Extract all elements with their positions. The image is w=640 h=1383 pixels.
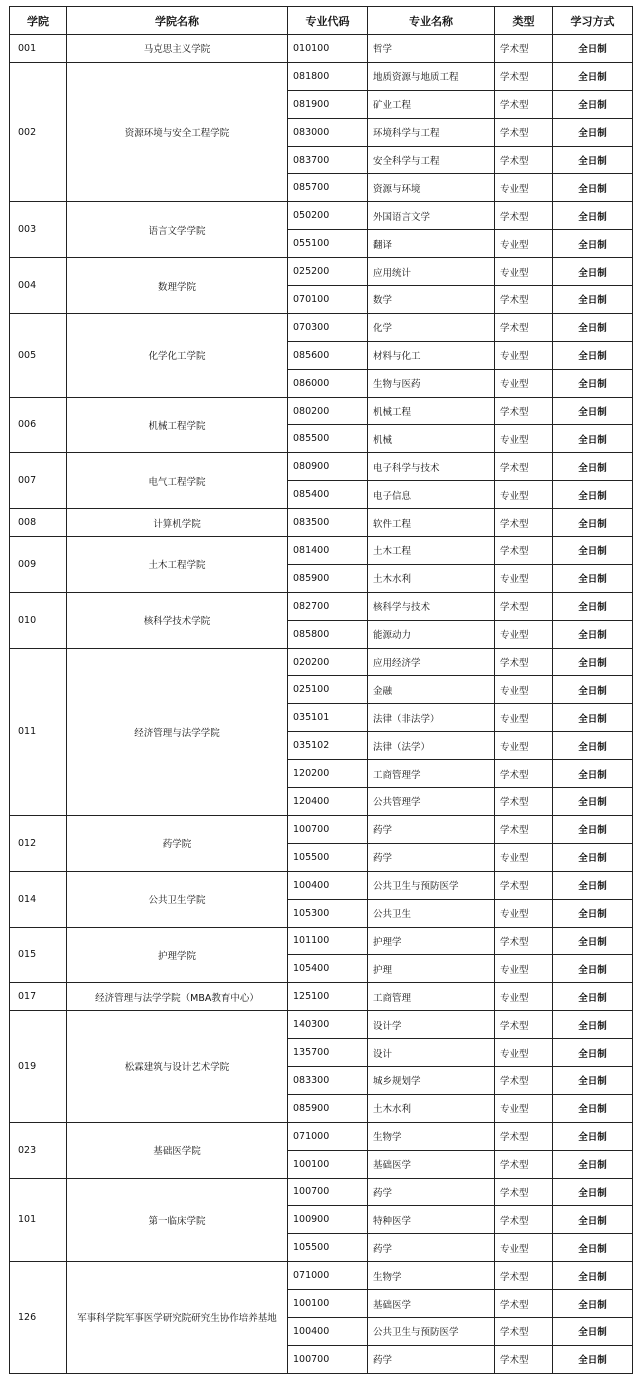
study-mode-cell: 全日制 xyxy=(553,620,633,648)
major-name-cell: 药学 xyxy=(368,815,495,843)
major-code-cell: 083300 xyxy=(288,1066,368,1094)
college-name-cell: 公共卫生学院 xyxy=(67,871,288,927)
major-name-cell: 机械工程 xyxy=(368,397,495,425)
college-name-cell: 药学院 xyxy=(67,815,288,871)
college-name-cell: 土木工程学院 xyxy=(67,537,288,593)
study-mode-cell: 全日制 xyxy=(553,1345,633,1373)
major-type-cell: 学术型 xyxy=(495,788,553,816)
study-mode-cell: 全日制 xyxy=(553,286,633,314)
major-code-cell: 085800 xyxy=(288,620,368,648)
college-name-cell: 语言文学学院 xyxy=(67,202,288,258)
study-mode-cell: 全日制 xyxy=(553,174,633,202)
study-mode-cell: 全日制 xyxy=(553,1122,633,1150)
major-code-cell: 070300 xyxy=(288,313,368,341)
major-name-cell: 机械 xyxy=(368,425,495,453)
college-name-cell: 电气工程学院 xyxy=(67,453,288,509)
college-name-cell: 经济管理与法学学院 xyxy=(67,648,288,815)
major-name-cell: 应用经济学 xyxy=(368,648,495,676)
major-code-cell: 071000 xyxy=(288,1262,368,1290)
major-code-cell: 080900 xyxy=(288,453,368,481)
college-code-cell: 002 xyxy=(10,62,67,201)
table-row xyxy=(10,537,633,565)
major-type-cell: 学术型 xyxy=(495,1262,553,1290)
college-code-cell: 005 xyxy=(10,313,67,397)
header-study-mode: 学习方式 xyxy=(553,7,633,35)
major-code-cell: 055100 xyxy=(288,230,368,258)
table-row xyxy=(10,62,633,90)
major-name-cell: 公共卫生 xyxy=(368,899,495,927)
study-mode-cell: 全日制 xyxy=(553,1150,633,1178)
major-name-cell: 设计学 xyxy=(368,1011,495,1039)
table-row xyxy=(10,453,633,481)
major-code-cell: 083700 xyxy=(288,146,368,174)
college-name-cell: 机械工程学院 xyxy=(67,397,288,453)
study-mode-cell: 全日制 xyxy=(553,1178,633,1206)
college-name-cell: 基础医学院 xyxy=(67,1122,288,1178)
college-name-cell: 马克思主义学院 xyxy=(67,35,288,63)
major-type-cell: 专业型 xyxy=(495,369,553,397)
major-code-cell: 081400 xyxy=(288,537,368,565)
study-mode-cell: 全日制 xyxy=(553,118,633,146)
major-name-cell: 土木水利 xyxy=(368,564,495,592)
major-name-cell: 公共管理学 xyxy=(368,788,495,816)
college-code-cell: 007 xyxy=(10,453,67,509)
major-code-cell: 100400 xyxy=(288,1317,368,1345)
college-name-cell: 计算机学院 xyxy=(67,509,288,537)
major-code-cell: 105300 xyxy=(288,899,368,927)
study-mode-cell: 全日制 xyxy=(553,648,633,676)
major-code-cell: 101100 xyxy=(288,927,368,955)
table-row xyxy=(10,1011,633,1039)
study-mode-cell: 全日制 xyxy=(553,1066,633,1094)
study-mode-cell: 全日制 xyxy=(553,1206,633,1234)
table-row xyxy=(10,397,633,425)
study-mode-cell: 全日制 xyxy=(553,899,633,927)
college-code-cell: 014 xyxy=(10,871,67,927)
major-code-cell: 071000 xyxy=(288,1122,368,1150)
study-mode-cell: 全日制 xyxy=(553,676,633,704)
major-name-cell: 生物学 xyxy=(368,1262,495,1290)
study-mode-cell: 全日制 xyxy=(553,1234,633,1262)
major-type-cell: 专业型 xyxy=(495,258,553,286)
study-mode-cell: 全日制 xyxy=(553,760,633,788)
header-major-code: 专业代码 xyxy=(288,7,368,35)
major-type-cell: 学术型 xyxy=(495,1345,553,1373)
study-mode-cell: 全日制 xyxy=(553,146,633,174)
major-code-cell: 085500 xyxy=(288,425,368,453)
major-type-cell: 学术型 xyxy=(495,286,553,314)
major-code-cell: 025200 xyxy=(288,258,368,286)
major-type-cell: 专业型 xyxy=(495,481,553,509)
major-name-cell: 资源与环境 xyxy=(368,174,495,202)
major-type-cell: 学术型 xyxy=(495,1206,553,1234)
study-mode-cell: 全日制 xyxy=(553,592,633,620)
major-type-cell: 学术型 xyxy=(495,453,553,481)
major-code-cell: 100700 xyxy=(288,815,368,843)
major-code-cell: 085700 xyxy=(288,174,368,202)
study-mode-cell: 全日制 xyxy=(553,509,633,537)
table-row xyxy=(10,927,633,955)
study-mode-cell: 全日制 xyxy=(553,313,633,341)
major-type-cell: 专业型 xyxy=(495,704,553,732)
major-name-cell: 地质资源与地质工程 xyxy=(368,62,495,90)
major-code-cell: 085900 xyxy=(288,564,368,592)
major-name-cell: 材料与化工 xyxy=(368,341,495,369)
study-mode-cell: 全日制 xyxy=(553,1290,633,1318)
major-code-cell: 085400 xyxy=(288,481,368,509)
study-mode-cell: 全日制 xyxy=(553,481,633,509)
college-name-cell: 数理学院 xyxy=(67,258,288,314)
study-mode-cell: 全日制 xyxy=(553,202,633,230)
table-row xyxy=(10,648,633,676)
study-mode-cell: 全日制 xyxy=(553,704,633,732)
major-type-cell: 学术型 xyxy=(495,509,553,537)
major-name-cell: 软件工程 xyxy=(368,509,495,537)
study-mode-cell: 全日制 xyxy=(553,1011,633,1039)
major-type-cell: 学术型 xyxy=(495,1122,553,1150)
major-name-cell: 数学 xyxy=(368,286,495,314)
major-code-cell: 025100 xyxy=(288,676,368,704)
major-type-cell: 学术型 xyxy=(495,760,553,788)
college-code-cell: 126 xyxy=(10,1262,67,1374)
major-code-cell: 070100 xyxy=(288,286,368,314)
major-code-cell: 105400 xyxy=(288,955,368,983)
major-code-cell: 083500 xyxy=(288,509,368,537)
study-mode-cell: 全日制 xyxy=(553,258,633,286)
major-type-cell: 学术型 xyxy=(495,118,553,146)
major-type-cell: 学术型 xyxy=(495,648,553,676)
study-mode-cell: 全日制 xyxy=(553,35,633,63)
major-type-cell: 学术型 xyxy=(495,1178,553,1206)
major-type-cell: 专业型 xyxy=(495,230,553,258)
major-code-cell: 082700 xyxy=(288,592,368,620)
study-mode-cell: 全日制 xyxy=(553,1039,633,1067)
major-name-cell: 核科学与技术 xyxy=(368,592,495,620)
major-name-cell: 能源动力 xyxy=(368,620,495,648)
college-name-cell: 资源环境与安全工程学院 xyxy=(67,62,288,201)
study-mode-cell: 全日制 xyxy=(553,230,633,258)
college-code-cell: 008 xyxy=(10,509,67,537)
major-type-cell: 学术型 xyxy=(495,62,553,90)
table-row xyxy=(10,815,633,843)
college-name-cell: 松霖建筑与设计艺术学院 xyxy=(67,1011,288,1123)
major-name-cell: 生物与医药 xyxy=(368,369,495,397)
college-name-cell: 第一临床学院 xyxy=(67,1178,288,1262)
major-name-cell: 法律（法学） xyxy=(368,732,495,760)
major-code-cell: 085900 xyxy=(288,1094,368,1122)
table-row xyxy=(10,509,633,537)
major-code-cell: 100700 xyxy=(288,1178,368,1206)
major-type-cell: 学术型 xyxy=(495,35,553,63)
college-name-cell: 经济管理与法学学院（MBA教育中心） xyxy=(67,983,288,1011)
major-type-cell: 专业型 xyxy=(495,843,553,871)
major-name-cell: 土木水利 xyxy=(368,1094,495,1122)
college-code-cell: 001 xyxy=(10,35,67,63)
table-row xyxy=(10,313,633,341)
major-type-cell: 学术型 xyxy=(495,871,553,899)
study-mode-cell: 全日制 xyxy=(553,927,633,955)
major-type-cell: 学术型 xyxy=(495,313,553,341)
study-mode-cell: 全日制 xyxy=(553,341,633,369)
major-name-cell: 电子科学与技术 xyxy=(368,453,495,481)
college-name-cell: 护理学院 xyxy=(67,927,288,983)
table-row xyxy=(10,35,633,63)
major-name-cell: 哲学 xyxy=(368,35,495,63)
table-row xyxy=(10,592,633,620)
major-code-cell: 135700 xyxy=(288,1039,368,1067)
college-code-cell: 010 xyxy=(10,592,67,648)
header-type: 类型 xyxy=(495,7,553,35)
study-mode-cell: 全日制 xyxy=(553,369,633,397)
table-row xyxy=(10,1262,633,1290)
study-mode-cell: 全日制 xyxy=(553,564,633,592)
study-mode-cell: 全日制 xyxy=(553,815,633,843)
major-type-cell: 学术型 xyxy=(495,1066,553,1094)
major-code-cell: 086000 xyxy=(288,369,368,397)
major-type-cell: 学术型 xyxy=(495,397,553,425)
major-code-cell: 035102 xyxy=(288,732,368,760)
header-major-name: 专业名称 xyxy=(368,7,495,35)
major-name-cell: 法律（非法学） xyxy=(368,704,495,732)
study-mode-cell: 全日制 xyxy=(553,425,633,453)
table-row xyxy=(10,1122,633,1150)
major-name-cell: 药学 xyxy=(368,1345,495,1373)
college-code-cell: 011 xyxy=(10,648,67,815)
study-mode-cell: 全日制 xyxy=(553,90,633,118)
major-code-cell: 050200 xyxy=(288,202,368,230)
major-name-cell: 电子信息 xyxy=(368,481,495,509)
major-type-cell: 专业型 xyxy=(495,425,553,453)
college-code-cell: 009 xyxy=(10,537,67,593)
major-code-cell: 083000 xyxy=(288,118,368,146)
college-code-cell: 006 xyxy=(10,397,67,453)
college-code-cell: 019 xyxy=(10,1011,67,1123)
major-code-cell: 100700 xyxy=(288,1345,368,1373)
table-body xyxy=(10,35,633,1374)
study-mode-cell: 全日制 xyxy=(553,62,633,90)
college-code-cell: 015 xyxy=(10,927,67,983)
study-mode-cell: 全日制 xyxy=(553,871,633,899)
college-code-cell: 017 xyxy=(10,983,67,1011)
table-row xyxy=(10,871,633,899)
college-code-cell: 003 xyxy=(10,202,67,258)
major-code-cell: 020200 xyxy=(288,648,368,676)
major-type-cell: 专业型 xyxy=(495,955,553,983)
major-code-cell: 081900 xyxy=(288,90,368,118)
college-name-cell: 核科学技术学院 xyxy=(67,592,288,648)
major-name-cell: 药学 xyxy=(368,843,495,871)
major-type-cell: 专业型 xyxy=(495,1094,553,1122)
major-type-cell: 专业型 xyxy=(495,174,553,202)
major-name-cell: 药学 xyxy=(368,1178,495,1206)
major-type-cell: 学术型 xyxy=(495,1150,553,1178)
major-type-cell: 专业型 xyxy=(495,732,553,760)
major-type-cell: 专业型 xyxy=(495,1234,553,1262)
enrollment-table-sheet xyxy=(9,6,632,1374)
major-name-cell: 护理 xyxy=(368,955,495,983)
major-code-cell: 140300 xyxy=(288,1011,368,1039)
table-row xyxy=(10,983,633,1011)
study-mode-cell: 全日制 xyxy=(553,397,633,425)
major-type-cell: 专业型 xyxy=(495,1039,553,1067)
major-name-cell: 公共卫生与预防医学 xyxy=(368,1317,495,1345)
table-row xyxy=(10,202,633,230)
major-code-cell: 100400 xyxy=(288,871,368,899)
study-mode-cell: 全日制 xyxy=(553,1317,633,1345)
major-name-cell: 工商管理 xyxy=(368,983,495,1011)
study-mode-cell: 全日制 xyxy=(553,537,633,565)
major-type-cell: 专业型 xyxy=(495,564,553,592)
college-code-cell: 004 xyxy=(10,258,67,314)
college-name-cell: 化学化工学院 xyxy=(67,313,288,397)
major-type-cell: 专业型 xyxy=(495,899,553,927)
enrollment-table xyxy=(9,6,633,1374)
study-mode-cell: 全日制 xyxy=(553,453,633,481)
major-code-cell: 120400 xyxy=(288,788,368,816)
major-type-cell: 专业型 xyxy=(495,620,553,648)
major-type-cell: 专业型 xyxy=(495,983,553,1011)
major-type-cell: 专业型 xyxy=(495,341,553,369)
major-code-cell: 100100 xyxy=(288,1150,368,1178)
major-code-cell: 080200 xyxy=(288,397,368,425)
major-type-cell: 学术型 xyxy=(495,90,553,118)
major-name-cell: 土木工程 xyxy=(368,537,495,565)
college-code-cell: 101 xyxy=(10,1178,67,1262)
major-name-cell: 护理学 xyxy=(368,927,495,955)
study-mode-cell: 全日制 xyxy=(553,983,633,1011)
college-code-cell: 012 xyxy=(10,815,67,871)
header-college-name: 学院名称 xyxy=(67,7,288,35)
study-mode-cell: 全日制 xyxy=(553,1262,633,1290)
major-code-cell: 105500 xyxy=(288,1234,368,1262)
major-name-cell: 基础医学 xyxy=(368,1150,495,1178)
study-mode-cell: 全日制 xyxy=(553,955,633,983)
major-code-cell: 120200 xyxy=(288,760,368,788)
major-type-cell: 学术型 xyxy=(495,1290,553,1318)
major-name-cell: 化学 xyxy=(368,313,495,341)
study-mode-cell: 全日制 xyxy=(553,843,633,871)
college-name-cell: 军事科学院军事医学研究院研究生协作培养基地 xyxy=(67,1262,288,1374)
major-name-cell: 生物学 xyxy=(368,1122,495,1150)
college-code-cell: 023 xyxy=(10,1122,67,1178)
major-name-cell: 翻译 xyxy=(368,230,495,258)
major-name-cell: 特种医学 xyxy=(368,1206,495,1234)
major-name-cell: 应用统计 xyxy=(368,258,495,286)
study-mode-cell: 全日制 xyxy=(553,1094,633,1122)
major-type-cell: 学术型 xyxy=(495,1011,553,1039)
major-name-cell: 设计 xyxy=(368,1039,495,1067)
table-header xyxy=(10,7,633,35)
major-code-cell: 081800 xyxy=(288,62,368,90)
major-code-cell: 010100 xyxy=(288,35,368,63)
major-code-cell: 035101 xyxy=(288,704,368,732)
major-type-cell: 学术型 xyxy=(495,537,553,565)
major-code-cell: 125100 xyxy=(288,983,368,1011)
major-type-cell: 学术型 xyxy=(495,927,553,955)
major-type-cell: 学术型 xyxy=(495,1317,553,1345)
major-name-cell: 安全科学与工程 xyxy=(368,146,495,174)
major-name-cell: 环境科学与工程 xyxy=(368,118,495,146)
major-name-cell: 金融 xyxy=(368,676,495,704)
major-code-cell: 100100 xyxy=(288,1290,368,1318)
table-row xyxy=(10,258,633,286)
major-type-cell: 学术型 xyxy=(495,592,553,620)
major-name-cell: 工商管理学 xyxy=(368,760,495,788)
study-mode-cell: 全日制 xyxy=(553,788,633,816)
major-code-cell: 085600 xyxy=(288,341,368,369)
major-name-cell: 药学 xyxy=(368,1234,495,1262)
major-name-cell: 外国语言文学 xyxy=(368,202,495,230)
major-type-cell: 学术型 xyxy=(495,146,553,174)
major-type-cell: 学术型 xyxy=(495,815,553,843)
major-code-cell: 100900 xyxy=(288,1206,368,1234)
major-type-cell: 学术型 xyxy=(495,202,553,230)
major-name-cell: 基础医学 xyxy=(368,1290,495,1318)
header-row xyxy=(10,7,633,35)
major-type-cell: 专业型 xyxy=(495,676,553,704)
major-name-cell: 城乡规划学 xyxy=(368,1066,495,1094)
table-row xyxy=(10,1178,633,1206)
study-mode-cell: 全日制 xyxy=(553,732,633,760)
header-college-code: 学院 xyxy=(10,7,67,35)
major-name-cell: 公共卫生与预防医学 xyxy=(368,871,495,899)
major-name-cell: 矿业工程 xyxy=(368,90,495,118)
major-code-cell: 105500 xyxy=(288,843,368,871)
